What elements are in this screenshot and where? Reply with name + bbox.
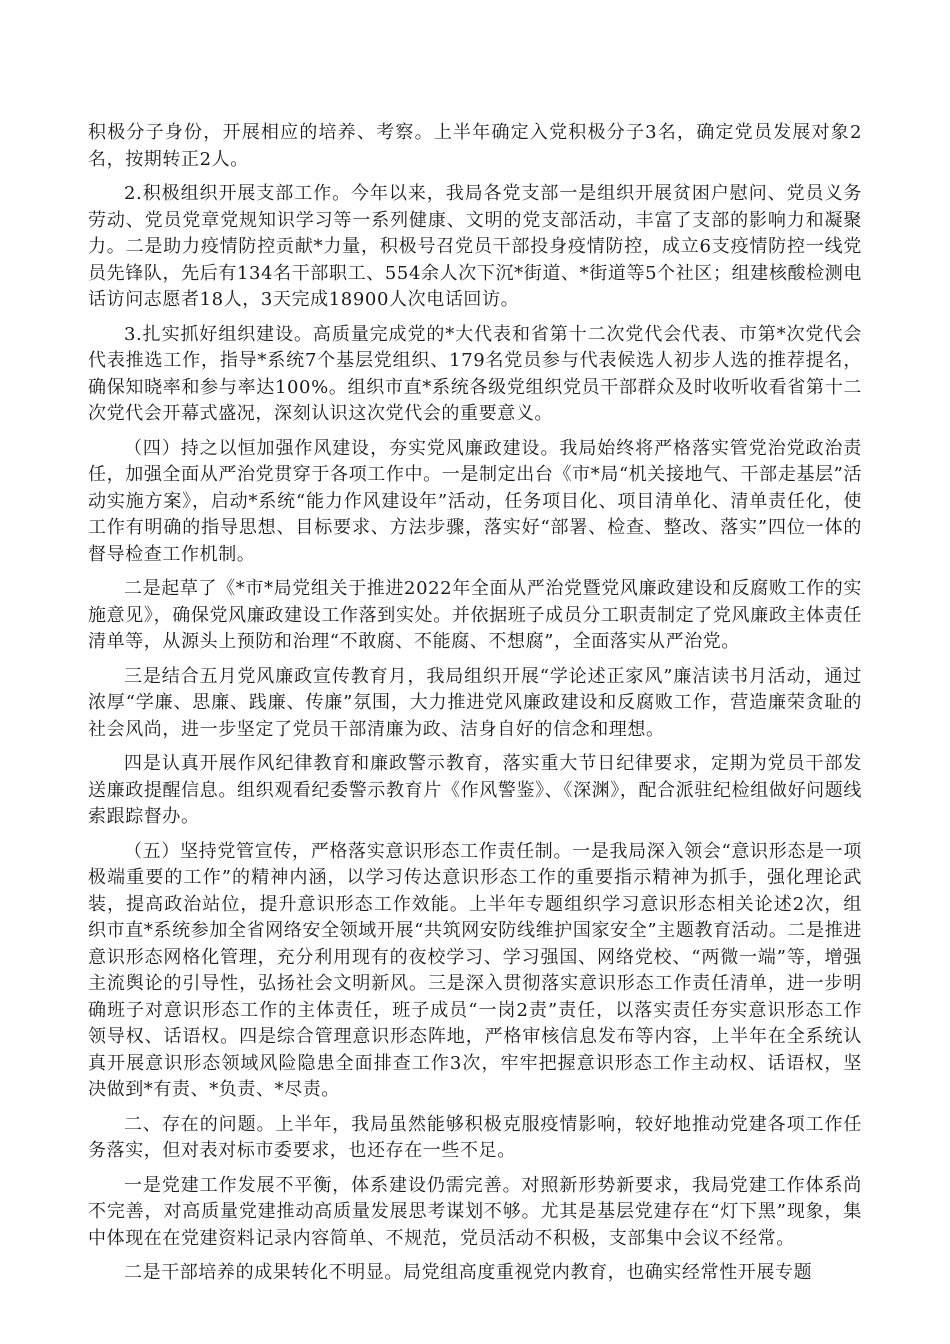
- paragraph-11: 二是干部培养的成果转化不明显。局党组高度重视党内教育，也确实经常性开展专题: [124, 1262, 813, 1283]
- paragraph-4: （四）持之以恒加强作风建设，夯实党风廉政建设。我局始终将严格落实管党治党政治责任，加强全面从严治党贯穿于各项工作中。一是制定出台《市*局“机关接地气、干部走基层”活动实施方案》，启动*系统“能力作风建设年”活动，任务项目化、项目清单化、清单责任化，使工作有明确的指导思想、目标要求、方法步骤，落实好“部署、检查、整改、落实”四位一体的督导检查工作机制。: [88, 437, 862, 565]
- paragraph-3: 3.扎实抓好组织建设。高质量完成党的*大代表和省第十二次党代会代表、市第*次党代会代表推选工作，指导*系统7个基层党组织、179名党员参与代表候选人初步人选的推荐提名，确保知晓率和参与率达100%。组织市直*系统各级党组织党员干部群众及时收听收看省第十二次党代会开幕式盛况，深刻认识这次党代会的重要意义。: [88, 323, 862, 424]
- paragraph-10: 一是党建工作发展不平衡，体系建设仍需完善。对照新形势新要求，我局党建工作体系尚不完善，对高质量党建推动高质量发展思考谋划不够。尤其是基层党建存在“灯下黑”现象，集中体现在在党建资料记录内容简单、不规范，党员活动不积极，支部集中会议不经常。: [88, 1174, 862, 1249]
- paragraph-5: 二是起草了《*市*局党组关于推进2022年全面从严治党暨党风廉政建设和反腐败工作的实施意见》，确保党风廉政建设工作落到实处。并依据班子成员分工职责制定了党风廉政主体责任清单等，从源头上预防和治理“不敢腐、不能腐、不想腐”，全面落实从严治党。: [88, 578, 862, 652]
- document-body: [88, 120, 862, 1295]
- paragraph-7: 四是认真开展作风纪律教育和廉政警示教育，落实重大节日纪律要求，定期为党员干部发送廉政提醒信息。组织观看纪委警示教育片《作风警鉴》、《深渊》，配合派驻纪检组做好问题线索跟踪督办。: [88, 753, 862, 827]
- paragraph-8: （五）坚持党管宣传，严格落实意识形态工作责任制。一是我局深入领会“意识形态是一项极端重要的工作”的精神内涵，以学习传达意识形态工作的重要指示精神为抓手，强化理论武装，提高政治站位，提升意识形态工作效能。上半年专题组织学习意识形态相关论述2次，组织市直*系统参加全省网络安全领域开展“共筑网安防线维护国家安全”主题教育活动。二是推进意识形态网格化管理，充分利用现有的夜校学习、学习强国、网络党校、“两微一端”等，增强主流舆论的引导性，弘扬社会文明新风。三是深入贯彻落实意识形态工作责任清单，进一步明确班子对意识形态工作的主体责任，班子成员“一岗2责”责任，以落实责任夯实意识形态工作领导权、话语权。四是综合管理意识形态阵地，严格审核信息发布等内容，上半年在全系统认真开展意识形态领域风险隐患全面排查工作3次，牢牢把握意识形态工作主动权、话语权，坚决做到*有责、*负责、*尽责。: [88, 840, 862, 1100]
- paragraph-2: 2.积极组织开展支部工作。今年以来，我局各党支部一是组织开展贫困户慰问、党员义务劳动、党员党章党规知识学习等一系列健康、文明的党支部活动，丰富了支部的影响力和凝聚力。二是助力疫情防控贡献*力量，积极号召党员干部投身疫情防控，成立6支疫情防控一线党员先锋队，先后有134名干部职工、554余人次下沉*街道、*街道等5个社区；组建核酸检测电话访问志愿者18人，3天完成18900人次电话回访。: [88, 183, 862, 310]
- paragraph-9: 二、存在的问题。上半年，我局虽然能够积极克服疫情影响，较好地推动党建各项工作任务落实，但对表对标市委要求，也还存在一些不足。: [88, 1113, 862, 1161]
- paragraph-1: 积极分子身份，开展相应的培养、考察。上半年确定入党积极分子3名，确定党员发展对象2名，按期转正2人。: [88, 122, 862, 170]
- paragraph-6: 三是结合五月党风廉政宣传教育月，我局组织开展“学论述正家风”廉洁读书月活动，通过浓厚“学廉、思廉、践廉、传廉”氛围，大力推进党风廉政建设和反腐败工作，营造廉荣贪耻的社会风尚，进一步坚定了党员干部清廉为政、洁身自好的信念和理想。: [88, 665, 862, 740]
